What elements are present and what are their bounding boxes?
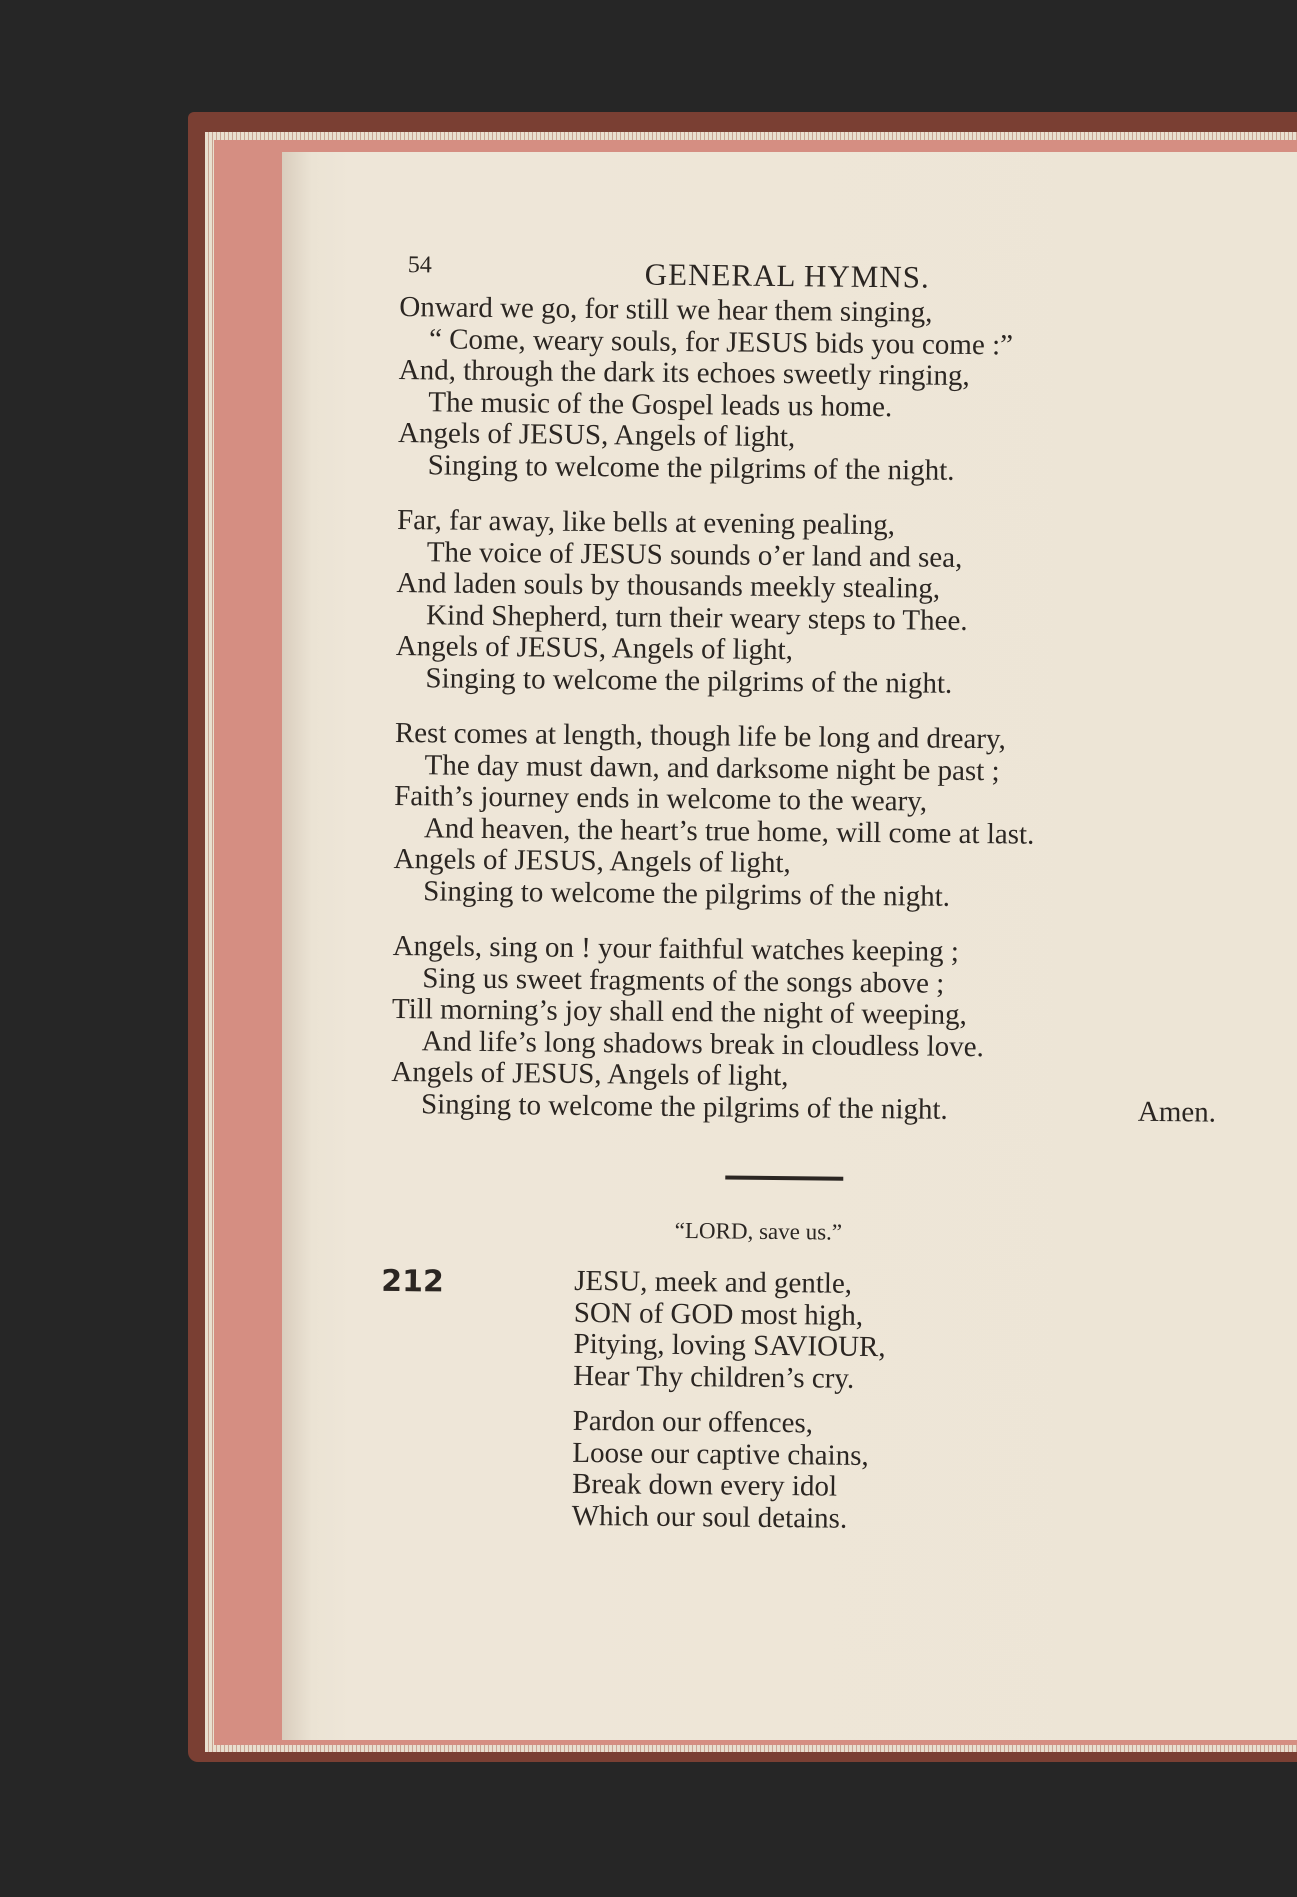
hymn-212 — [380, 1263, 1210, 1539]
page-number: 54 — [407, 252, 432, 279]
verse-line: Which our soul detains. — [571, 1499, 848, 1535]
verse-line: SON of GOD most high, — [573, 1296, 864, 1332]
verse-line: And life’s long shadows break in cloudless love. — [421, 1024, 985, 1063]
verse-line: “ Come, weary souls, for JESUS bids you come :” — [428, 322, 1014, 361]
hymn-211 — [391, 292, 1220, 1129]
verse-line: Sing us sweet fragments of the songs above ; — [422, 961, 945, 1000]
verse-line: Kind Shepherd, turn their weary steps to Thee. — [425, 598, 968, 637]
hymn-212-number: 212 — [380, 1263, 444, 1300]
stanza — [395, 505, 1217, 703]
verse-line: Pardon our offences, — [572, 1404, 814, 1440]
verse-line: Angels of JESUS, Angels of light, — [391, 1055, 789, 1093]
section-divider — [725, 1175, 843, 1180]
verse-line: The day must dawn, and darksome night be past ; — [424, 748, 1000, 787]
hymn-212-body — [572, 1266, 1210, 1539]
verse-line: And laden souls by thousands meekly stealing, — [396, 566, 941, 605]
verse-line: Pitying, loving SAVIOUR, — [573, 1327, 886, 1364]
verse-line: Angels, sing on ! your faithful watches keeping ; — [392, 929, 960, 968]
verse-line: Singing to welcome the pilgrims of the night. — [427, 448, 955, 487]
verse-line: The voice of JESUS sounds o’er land and sea, — [426, 535, 963, 574]
hymn-212-subtitle: “LORD, save us.” — [674, 1217, 843, 1245]
verse-line: Angels of JESUS, Angels of light, — [393, 842, 791, 880]
verse-line: And, through the dark its echoes sweetly ringing, — [398, 353, 970, 392]
stanza — [391, 929, 1217, 1129]
running-head — [400, 248, 1220, 301]
verse-line: JESU, meek and gentle, — [574, 1264, 853, 1300]
verse-line: Onward we go, for still we hear them singing, — [399, 290, 933, 329]
stanza — [573, 1266, 1209, 1399]
stanza — [398, 292, 1220, 490]
verse-line: Loose our captive chains, — [572, 1436, 869, 1472]
verse-line: Singing to welcome the pilgrims of the night. — [425, 661, 953, 700]
verse-line: Break down every idol — [571, 1467, 838, 1503]
verse-line: Angels of JESUS, Angels of light, — [397, 416, 796, 454]
verse-line: Far, far away, like bells at evening pealing, — [396, 503, 896, 542]
verse-line: Hear Thy children’s cry. — [573, 1359, 855, 1395]
stanza — [572, 1406, 1208, 1539]
running-head-title: GENERAL HYMNS. — [644, 256, 930, 295]
verse-line: Till morning’s joy shall end the night of weeping, — [391, 992, 968, 1031]
verse-line: Faith’s journey ends in welcome to the weary, — [394, 779, 928, 818]
verse-line: Singing to welcome the pilgrims of the night. — [423, 874, 951, 913]
verse-line: Rest comes at length, though life be long and dreary, — [394, 716, 1007, 756]
verse-line: And heaven, the heart’s true home, will come at last. — [423, 811, 1035, 851]
verse-line: Singing to welcome the pilgrims of the night. — [420, 1087, 948, 1126]
amen: Amen. — [1137, 1095, 1217, 1129]
page-content — [380, 248, 1220, 1539]
verse-line: Angels of JESUS, Angels of light, — [395, 629, 794, 667]
stanza — [393, 718, 1215, 916]
verse-line: The music of the Gospel leads us home. — [428, 385, 893, 423]
